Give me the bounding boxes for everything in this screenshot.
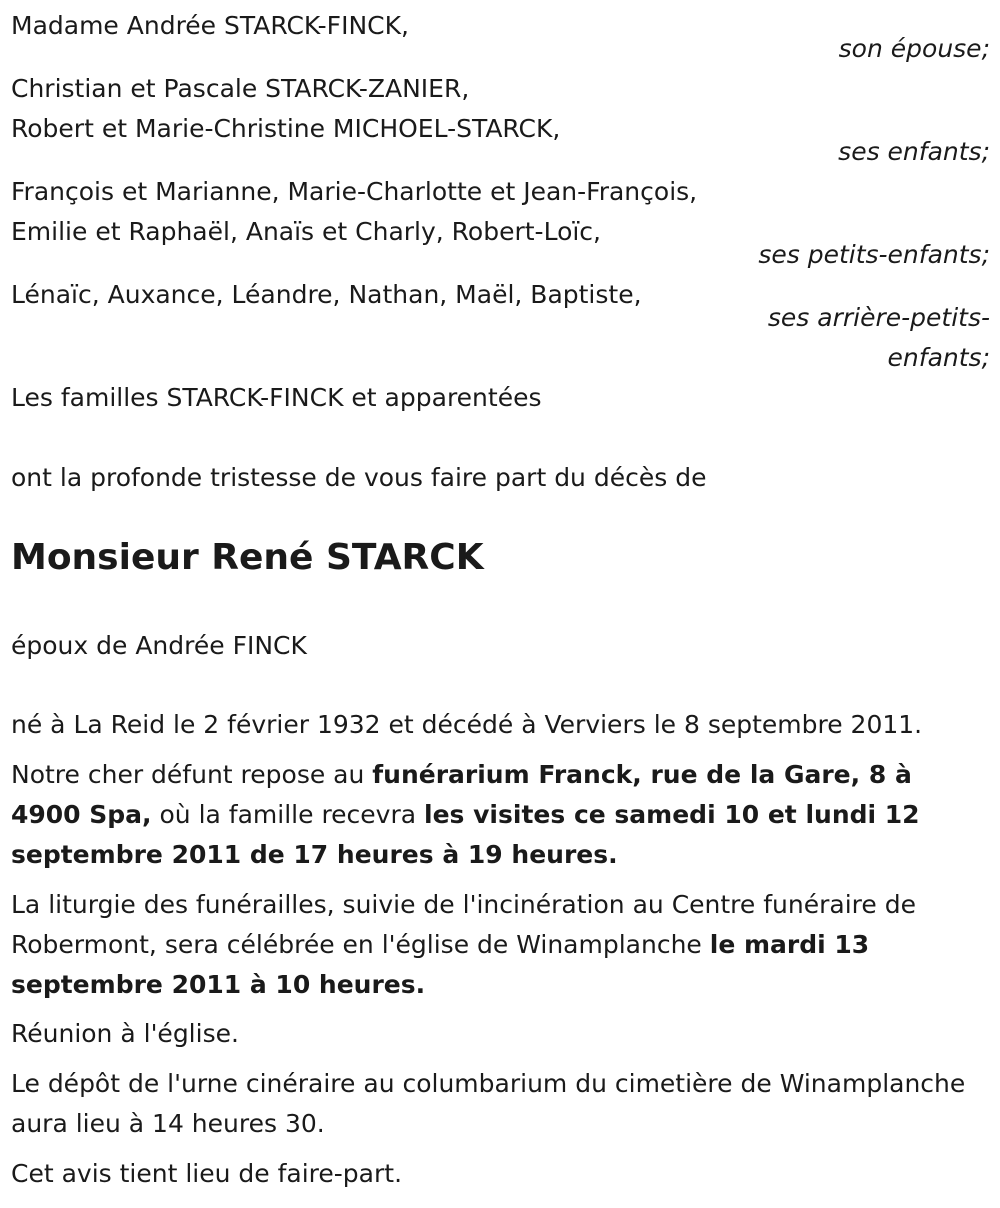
visitation-text-2: où la famille recevra <box>151 800 425 829</box>
spouse-of: époux de Andrée FINCK <box>11 631 307 660</box>
families-line: Les familles STARCK-FINCK et apparentées <box>11 383 542 412</box>
deceased-name: Monsieur René STARCK <box>11 537 484 578</box>
children-line-2: Robert et Marie-Christine MICHOEL-STARCK, <box>11 114 561 143</box>
urn-paragraph: Le dépôt de l'urne cinéraire au columbarium du cimetière de Winamplanche aura lieu à 14 heures 30. <box>11 1069 966 1138</box>
grandchildren-line-1: François et Marianne, Marie-Charlotte et Jean-François, <box>11 177 698 206</box>
reunion-text: Réunion à l'église. <box>11 1019 239 1048</box>
spouse-name: Madame Andrée STARCK-FINCK, <box>11 11 409 40</box>
grandchildren-line-2: Emilie et Raphaël, Anaïs et Charly, Robert-Loïc, <box>11 217 602 246</box>
funeral-date: le mardi 13 septembre 2011 à 10 heures. <box>11 930 870 999</box>
grandchildren-role: ses petits-enfants; <box>758 240 990 269</box>
great-grandchildren-role-1: ses arrière-petits- <box>767 303 990 332</box>
funeral-text: La liturgie des funérailles, suivie de l'incinération au Centre funéraire de Robermont, sera célébrée en l'église de Winamplanche <box>11 890 916 959</box>
great-grandchildren-role-2: enfants; <box>887 343 990 372</box>
spouse-role: son épouse; <box>838 34 990 63</box>
announcement: ont la profonde tristesse de vous faire part du décès de <box>11 463 707 492</box>
funeral-paragraph <box>11 885 971 1005</box>
great-grandchildren-line: Lénaïc, Auxance, Léandre, Nathan, Maël, Baptiste, <box>11 280 642 309</box>
birth-death: né à La Reid le 2 février 1932 et décédé à Verviers le 8 septembre 2011. <box>11 710 923 739</box>
visitation-paragraph <box>11 755 971 875</box>
children-role: ses enfants; <box>838 137 990 166</box>
children-line-1: Christian et Pascale STARCK-ZANIER, <box>11 74 470 103</box>
visitation-text-1: Notre cher défunt repose au <box>11 760 373 789</box>
closing-text: Cet avis tient lieu de faire-part. <box>11 1159 403 1188</box>
visitation-times: les visites ce samedi 10 et lundi 12 septembre 2011 de 17 heures à 19 heures. <box>11 800 920 869</box>
funerarium-address: funérarium Franck, rue de la Gare, 8 à 4900 Spa, <box>11 760 912 829</box>
